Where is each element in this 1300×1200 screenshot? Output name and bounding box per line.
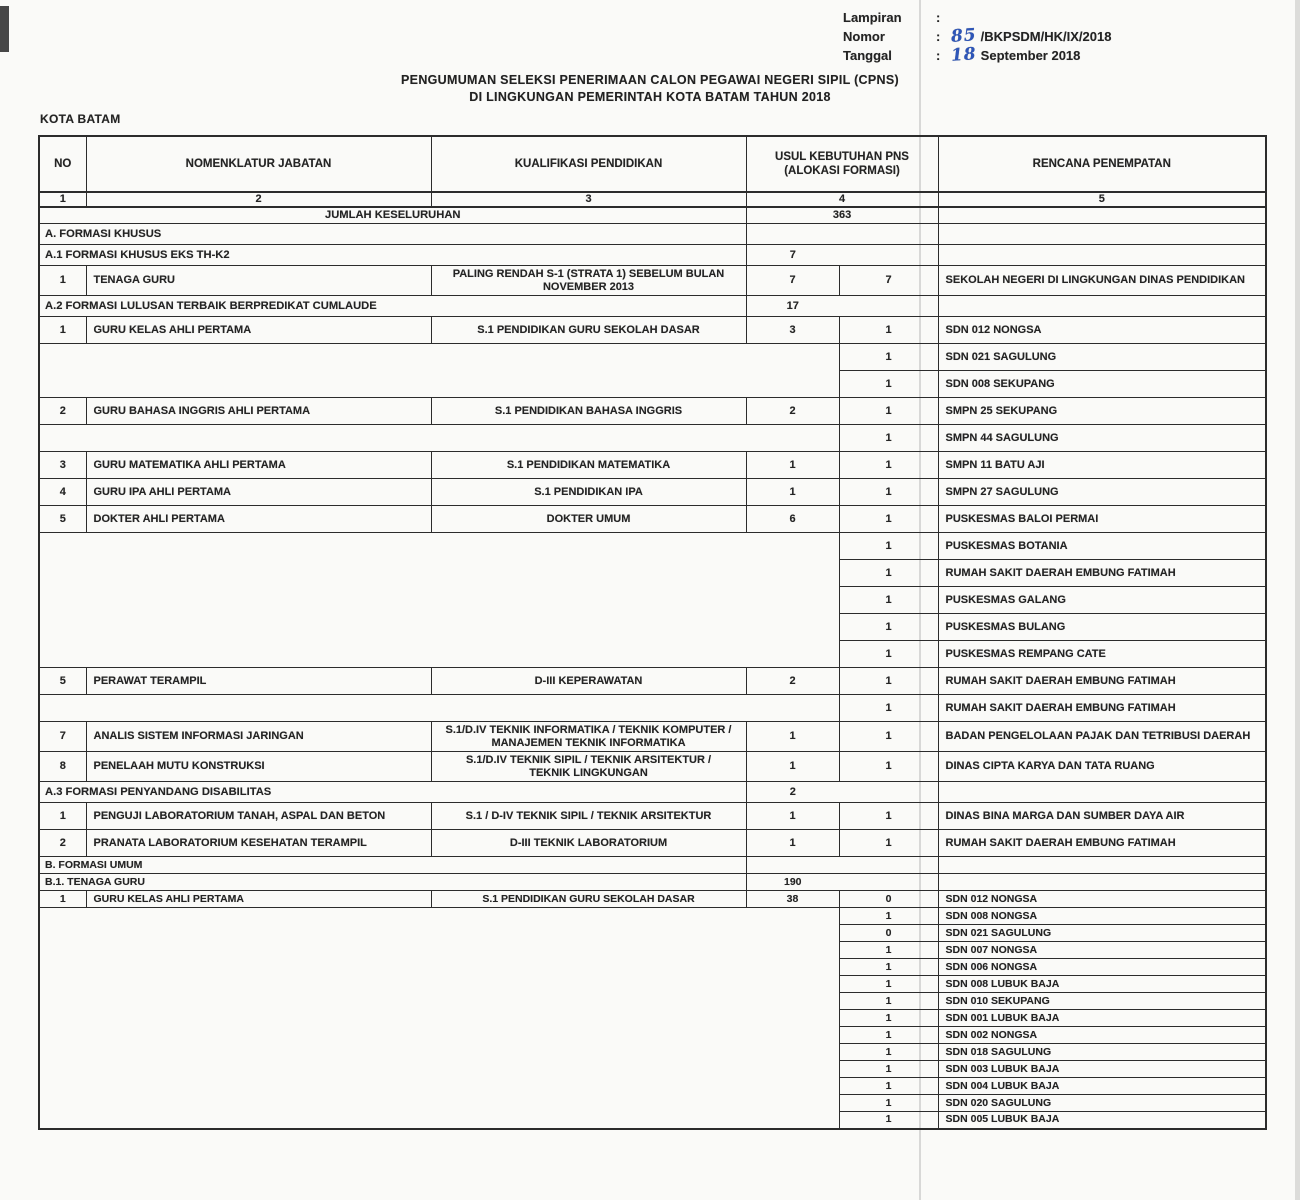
col-header-jabatan: NOMENKLATUR JABATAN [86,136,431,192]
document-title-line2: DI LINGKUNGAN PEMERINTAH KOTA BATAM TAHUN 2018 [469,90,831,104]
region-label: KOTA BATAM [40,112,121,126]
item-row [39,479,1266,506]
nomor-label: Nomor [843,29,885,44]
empty-cell [839,296,938,317]
total-value: 363 [746,207,938,224]
cell-sub-alokasi: 1 [839,976,938,993]
section-row [39,224,1266,245]
empty-cell [938,782,1266,803]
cell-no: 1 [39,317,86,344]
cell-sub-alokasi: 1 [839,371,938,398]
cell-sub-alokasi: 1 [839,614,938,641]
section-row [39,782,1266,803]
col-header-kualifikasi: KUALIFIKASI PENDIDIKAN [431,136,746,192]
cell-sub-alokasi: 1 [839,479,938,506]
cell-jabatan: ANALIS SISTEM INFORMASI JARINGAN [86,722,431,752]
cell-penempatan: SDN 021 SAGULUNG [938,925,1266,942]
item-row [39,752,1266,782]
cell-sub-alokasi: 1 [839,752,938,782]
cell-alokasi: 2 [746,398,839,425]
lampiran-row [843,8,1111,27]
cell-no: 5 [39,668,86,695]
section-alokasi [746,224,839,245]
section-label: A. FORMASI KHUSUS [39,224,746,245]
cell-alokasi: 1 [746,479,839,506]
cell-kualifikasi: D-III KEPERAWATAN [431,668,746,695]
cell-no: 1 [39,891,86,908]
cell-jabatan: GURU MATEMATIKA AHLI PERTAMA [86,452,431,479]
item-row [39,891,1266,908]
cell-no: 4 [39,479,86,506]
cell-sub-alokasi: 7 [839,266,938,296]
merged-empty-cell [39,533,839,668]
cell-penempatan: SDN 008 NONGSA [938,908,1266,925]
cell-kualifikasi: S.1 / D-IV TEKNIK SIPIL / TEKNIK ARSITEKTUR [431,803,746,830]
colnum-2: 2 [86,192,431,207]
cell-sub-alokasi: 1 [839,695,938,722]
cell-no: 3 [39,452,86,479]
cell-jabatan: PRANATA LABORATORIUM KESEHATAN TERAMPIL [86,830,431,857]
lampiran-colon: : [936,10,941,25]
section-alokasi: 2 [746,782,839,803]
letterhead [843,8,1111,65]
tanggal-colon: : [936,48,941,63]
item-row [39,317,1266,344]
colnum-3: 3 [431,192,746,207]
cell-penempatan: PUSKESMAS GALANG [938,587,1266,614]
empty-cell [938,207,1266,224]
cell-penempatan: PUSKESMAS BOTANIA [938,533,1266,560]
formasi-table [38,135,1267,1130]
cell-kualifikasi: S.1 PENDIDIKAN BAHASA INGGRIS [431,398,746,425]
empty-cell [839,857,938,874]
cell-penempatan: SDN 008 LUBUK BAJA [938,976,1266,993]
nomor-value: /BKPSDM/HK/IX/2018 [980,29,1112,44]
cell-sub-alokasi: 1 [839,803,938,830]
cell-kualifikasi: S.1 PENDIDIKAN MATEMATIKA [431,452,746,479]
column-number-row [39,192,1266,207]
cell-penempatan: PUSKESMAS BALOI PERMAI [938,506,1266,533]
cell-penempatan: SDN 003 LUBUK BAJA [938,1061,1266,1078]
tanggal-row [843,46,1111,65]
cell-penempatan: SEKOLAH NEGERI DI LINGKUNGAN DINAS PENDIDIKAN [938,266,1266,296]
cell-sub-alokasi: 1 [839,942,938,959]
empty-cell [938,874,1266,891]
cell-penempatan: SDN 005 LUBUK BAJA [938,1112,1266,1129]
cell-penempatan: SDN 002 NONGSA [938,1027,1266,1044]
cell-jabatan: PERAWAT TERAMPIL [86,668,431,695]
cell-penempatan: PUSKESMAS REMPANG CATE [938,641,1266,668]
document-title-line1: PENGUMUMAN SELEKSI PENERIMAAN CALON PEGAWAI NEGERI SIPIL (CPNS) [401,73,899,87]
cell-penempatan: SMPN 27 SAGULUNG [938,479,1266,506]
cell-jabatan: GURU IPA AHLI PERTAMA [86,479,431,506]
cell-sub-alokasi: 1 [839,1095,938,1112]
nomor-colon: : [936,29,941,44]
section-alokasi: 7 [746,245,839,266]
section-row [39,874,1266,891]
empty-cell [938,245,1266,266]
continuation-row [39,533,1266,560]
cell-penempatan: RUMAH SAKIT DAERAH EMBUNG FATIMAH [938,695,1266,722]
cell-penempatan: SDN 012 NONGSA [938,891,1266,908]
scan-edge-artifact [1295,0,1300,1200]
cell-alokasi: 1 [746,752,839,782]
cell-alokasi: 7 [746,266,839,296]
continuation-row [39,344,1266,371]
section-label: B. FORMASI UMUM [39,857,746,874]
tanggal-handwritten-number: 18 [950,44,978,66]
cell-sub-alokasi: 1 [839,1010,938,1027]
cell-kualifikasi: PALING RENDAH S-1 (STRATA 1) SEBELUM BULAN NOVEMBER 2013 [431,266,746,296]
col-header-penempatan: RENCANA PENEMPATAN [938,136,1266,192]
item-row [39,830,1266,857]
cell-no: 5 [39,506,86,533]
colnum-1: 1 [39,192,86,207]
cell-sub-alokasi: 1 [839,959,938,976]
cell-penempatan: SMPN 11 BATU AJI [938,452,1266,479]
cell-kualifikasi: D-III TEKNIK LABORATORIUM [431,830,746,857]
cell-sub-alokasi: 1 [839,533,938,560]
cell-alokasi: 6 [746,506,839,533]
cell-sub-alokasi: 1 [839,1061,938,1078]
continuation-row [39,908,1266,925]
cell-penempatan: DINAS BINA MARGA DAN SUMBER DAYA AIR [938,803,1266,830]
cell-penempatan: SDN 001 LUBUK BAJA [938,1010,1266,1027]
lampiran-label: Lampiran [843,10,902,25]
cell-penempatan: SDN 012 NONGSA [938,317,1266,344]
cell-alokasi: 38 [746,891,839,908]
cell-sub-alokasi: 1 [839,830,938,857]
empty-cell [938,224,1266,245]
merged-empty-cell [39,908,839,1129]
continuation-row [39,425,1266,452]
section-row [39,296,1266,317]
cell-jabatan: TENAGA GURU [86,266,431,296]
cell-no: 2 [39,398,86,425]
cell-jabatan: PENGUJI LABORATORIUM TANAH, ASPAL DAN BETON [86,803,431,830]
cell-penempatan: SDN 010 SEKUPANG [938,993,1266,1010]
cell-sub-alokasi: 1 [839,1112,938,1129]
empty-cell [839,782,938,803]
cell-penempatan: RUMAH SAKIT DAERAH EMBUNG FATIMAH [938,560,1266,587]
section-label: A.3 FORMASI PENYANDANG DISABILITAS [39,782,746,803]
cell-kualifikasi: S.1/D.IV TEKNIK SIPIL / TEKNIK ARSITEKTUR / TEKNIK LINGKUNGAN [431,752,746,782]
cell-penempatan: SDN 004 LUBUK BAJA [938,1078,1266,1095]
cell-no: 1 [39,803,86,830]
section-label: A.1 FORMASI KHUSUS EKS TH-K2 [39,245,746,266]
total-row [39,207,1266,224]
section-row [39,857,1266,874]
cell-penempatan: SMPN 25 SEKUPANG [938,398,1266,425]
cell-sub-alokasi: 1 [839,317,938,344]
cell-sub-alokasi: 1 [839,344,938,371]
item-row [39,722,1266,752]
cell-no: 2 [39,830,86,857]
cell-alokasi: 1 [746,803,839,830]
cell-kualifikasi: S.1 PENDIDIKAN GURU SEKOLAH DASAR [431,317,746,344]
section-label: B.1. TENAGA GURU [39,874,746,891]
empty-cell [839,245,938,266]
cell-alokasi: 3 [746,317,839,344]
cell-sub-alokasi: 1 [839,722,938,752]
cell-penempatan: RUMAH SAKIT DAERAH EMBUNG FATIMAH [938,668,1266,695]
cell-penempatan: PUSKESMAS BULANG [938,614,1266,641]
item-row [39,803,1266,830]
colnum-5: 5 [938,192,1266,207]
cell-sub-alokasi: 1 [839,452,938,479]
cell-kualifikasi: S.1/D.IV TEKNIK INFORMATIKA / TEKNIK KOMPUTER / MANAJEMEN TEKNIK INFORMATIKA [431,722,746,752]
section-alokasi [746,857,839,874]
cell-alokasi: 1 [746,452,839,479]
empty-cell [839,874,938,891]
cell-sub-alokasi: 0 [839,925,938,942]
cell-jabatan: GURU KELAS AHLI PERTAMA [86,891,431,908]
cell-sub-alokasi: 1 [839,587,938,614]
cell-no: 1 [39,266,86,296]
cell-sub-alokasi: 1 [839,560,938,587]
col-header-no: NO [39,136,86,192]
item-row [39,668,1266,695]
cell-penempatan: BADAN PENGELOLAAN PAJAK DAN TETRIBUSI DAERAH [938,722,1266,752]
tanggal-value: September 2018 [980,48,1081,63]
item-row [39,266,1266,296]
cell-no: 7 [39,722,86,752]
section-row [39,245,1266,266]
cell-alokasi: 1 [746,722,839,752]
section-label: A.2 FORMASI LULUSAN TERBAIK BERPREDIKAT CUMLAUDE [39,296,746,317]
cell-sub-alokasi: 1 [839,908,938,925]
col-header-usul: USUL KEBUTUHAN PNS (ALOKASI FORMASI) [746,136,938,192]
cell-penempatan: SDN 021 SAGULUNG [938,344,1266,371]
merged-empty-cell [39,695,839,722]
continuation-row [39,695,1266,722]
cell-penempatan: SDN 006 NONGSA [938,959,1266,976]
cell-alokasi: 2 [746,668,839,695]
cell-sub-alokasi: 1 [839,1044,938,1061]
table-header-row [39,136,1266,192]
cell-penempatan: SDN 020 SAGULUNG [938,1095,1266,1112]
cell-sub-alokasi: 1 [839,668,938,695]
table-body [39,192,1266,1129]
empty-cell [938,857,1266,874]
section-alokasi: 190 [746,874,839,891]
cell-jabatan: DOKTER AHLI PERTAMA [86,506,431,533]
total-label: JUMLAH KESELURUHAN [39,207,746,224]
colnum-4: 4 [746,192,938,207]
cell-kualifikasi: S.1 PENDIDIKAN GURU SEKOLAH DASAR [431,891,746,908]
empty-cell [938,296,1266,317]
section-alokasi: 17 [746,296,839,317]
cell-alokasi: 1 [746,830,839,857]
nomor-row [843,27,1111,46]
merged-empty-cell [39,425,839,452]
cell-sub-alokasi: 1 [839,398,938,425]
cell-sub-alokasi: 1 [839,1027,938,1044]
cell-jabatan: GURU KELAS AHLI PERTAMA [86,317,431,344]
cell-jabatan: GURU BAHASA INGGRIS AHLI PERTAMA [86,398,431,425]
cell-sub-alokasi: 1 [839,993,938,1010]
cell-sub-alokasi: 1 [839,506,938,533]
cell-sub-alokasi: 1 [839,641,938,668]
scan-corner-artifact [0,6,9,52]
cell-penempatan: SDN 008 SEKUPANG [938,371,1266,398]
cell-penempatan: SDN 007 NONGSA [938,942,1266,959]
tanggal-label: Tanggal [843,48,892,63]
cell-penempatan: DINAS CIPTA KARYA DAN TATA RUANG [938,752,1266,782]
cell-penempatan: RUMAH SAKIT DAERAH EMBUNG FATIMAH [938,830,1266,857]
cell-jabatan: PENELAAH MUTU KONSTRUKSI [86,752,431,782]
cell-sub-alokasi: 0 [839,891,938,908]
cell-penempatan: SMPN 44 SAGULUNG [938,425,1266,452]
item-row [39,452,1266,479]
document-title [0,72,1300,106]
cell-kualifikasi: DOKTER UMUM [431,506,746,533]
merged-empty-cell [39,344,839,398]
nomor-handwritten-number: 85 [950,25,978,47]
empty-cell [839,224,938,245]
cell-penempatan: SDN 018 SAGULUNG [938,1044,1266,1061]
cell-sub-alokasi: 1 [839,425,938,452]
cell-sub-alokasi: 1 [839,1078,938,1095]
cell-no: 8 [39,752,86,782]
item-row [39,506,1266,533]
cell-kualifikasi: S.1 PENDIDIKAN IPA [431,479,746,506]
item-row [39,398,1266,425]
